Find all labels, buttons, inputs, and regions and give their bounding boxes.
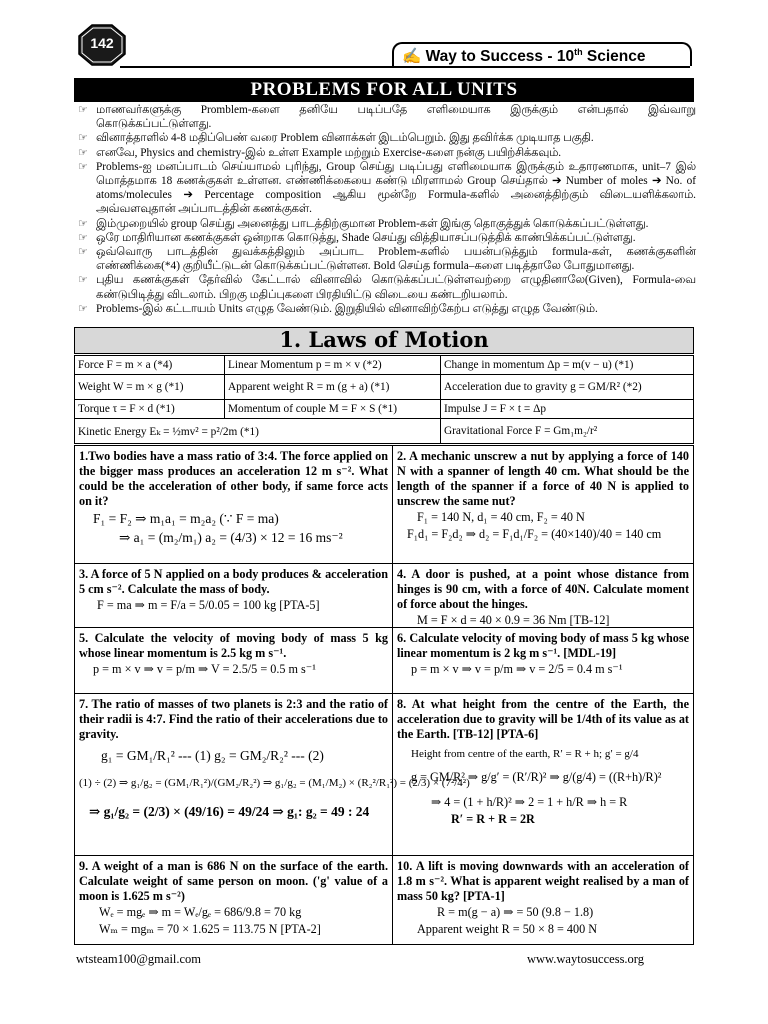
pointing-hand-icon: ☞ [78,104,88,116]
formula-cell: Weight W = m × g (*1) [75,375,225,400]
problem-question: 3. A force of 5 N applied on a body produces & acceleration 5 cm s⁻². Calculate the mass of body. [79,567,388,596]
instruction-item [76,273,696,301]
problem-question: 9. A weight of a man is 686 N on the surface of the earth. Calculate weight of same person on moon. ('g' value of a moon is 1.625 m s⁻²) [79,859,388,903]
problem-solution-line: g = GM/R² ⇒ g/g′ = (R′/R)² ⇒ g/(g/4) = ((R+h)/R)² [411,770,662,784]
instruction-item [76,302,696,316]
problem-solution-line: p = m × v ⇒ v = p/m ⇒ v = 2/5 = 0.4 m s⁻¹ [411,662,623,676]
formula-row [75,419,694,444]
problem-cell [75,694,470,856]
problem-solution-line: M = F × d = 40 × 0.9 = 36 Nm [TB-12] [417,613,610,627]
instruction-text: மாணவர்களுக்கு Promblem-களை தனியே படிப்பதே எளிமையாக இருக்கும் என்பதால் இவ்வாறு கொடுக்கப்பட்டுள்ளது. [96,104,696,131]
formula-cell: Momentum of couple M = F × S (*1) [225,400,441,419]
series-title-suffix: Science [582,48,646,66]
problem-question: 6. Calculate velocity of moving body of mass 5 kg whose linear momentum is 2 kg m s⁻¹. [MDL-19] [397,631,689,660]
series-title-text: ✍ Way to Success - 10 [402,48,575,66]
pointing-hand-icon: ☞ [78,246,88,259]
problem-question: 4. A door is pushed, at a point whose distance from hinges is 90 cm, with a force of 40N. Calculate moment of force about the hinges. [397,567,689,611]
formula-cell: Acceleration due to gravity g = GM/R² (*2) [441,375,694,400]
formula-row [75,375,694,400]
problem-cell [75,446,393,564]
problem-solution-line: Wₑ = mgₑ ⇒ m = Wₑ/gₑ = 686/9.8 = 70 kg [99,905,302,919]
formula-cell: Gravitational Force F = Gm₁m₂/r² [441,419,694,444]
problem-solution-line: ⇒ 4 = (1 + h/R)² ⇒ 2 = 1 + h/R ⇒ h = R [431,795,628,809]
problem-cell [75,856,393,944]
instruction-item [76,131,696,145]
problem-cell [393,564,693,628]
problem-cell [393,446,693,564]
footer-email[interactable]: wtsteam100@gmail.com [76,952,202,966]
formula-table [74,355,694,444]
problem-solution-line: F₁ = 140 N, d₁ = 40 cm, F₂ = 40 N [417,510,585,524]
instruction-item [76,245,696,273]
pointing-hand-icon: ☞ [78,132,88,145]
formula-cell: Linear Momentum p = m × v (*2) [225,356,441,375]
problem-cell [75,628,393,694]
problem-solution-line: F = ma ⇒ m = F/a = 5/0.05 = 100 kg [PTA-5] [97,598,320,612]
instruction-text: ஒரே மாதிரியான கணக்குகள் ஒன்றாக கொடுத்து, Shade செய்து வித்தியாசப்படுத்திக் காண்பிக்கப்பட்டுள்ளது. [96,231,636,244]
problem-solution-line: Wₘ = mgₘ = 70 × 1.625 = 113.75 N [PTA-2] [99,922,321,936]
instruction-item [76,146,696,160]
instruction-text: இம்முறையில் group செய்து அனைத்து பாடத்திற்குமான Problem-கள் இங்கு தொகுத்துக் கொடுக்கப்பட்டுள்ளது. [96,217,649,230]
problems-grid [74,445,694,945]
section-banner: PROBLEMS FOR ALL UNITS [74,78,694,102]
instruction-text: Problems-ஐ மனப்பாடம் செய்யாமல் புரிந்து, Group செய்து படிப்பது எளிமையாக இருக்கும் உதாரணமாக, unit–7 இல் மொத்தமாக 18 கணக்குகள் உள்ளன. எண்ணிக்கையை கண்டு மிரளாமல் Group செய்தால் ➔ Number of moles ➔ No. of atoms/molecules ➔ Percentage composition ஆகிய மூன்றே Formula-களில் அனைத்திற்கும் விடையளிக்கலாம். அவ்வளவுதான் அப்பாடத்தின் கணக்குகள். [96,160,696,216]
page-number: 142 [90,35,114,51]
problem-cell [75,564,393,628]
instruction-text: வினாத்தாளில் 4-8 மதிப்பெண் வரை Problem வினாக்கள் இடம்பெறும். இது தவிர்க்க முடியாத பகுதி. [96,132,594,145]
problem-question: 8. At what height from the centre of the Earth, the acceleration due to gravity will be 1/4th of its value as at the Earth. [TB-12] [PTA-6] [397,697,689,741]
problem-solution-line: p = m × v ⇒ v = p/m ⇒ V = 2.5/5 = 0.5 m s⁻¹ [93,662,316,676]
pointing-hand-icon: ☞ [78,146,88,159]
problem-cell [393,856,693,944]
formula-cell: Force F = m × a (*4) [75,356,225,375]
problem-solution-line: Apparent weight R = 50 × 8 = 400 N [417,922,598,936]
instruction-text: ஒவ்வொரு பாடத்தின் துவக்கத்திலும் அப்பாட Problem-களில் பயன்படுத்தும் formula-கள், கணக்குகளின் எண்ணிக்கை(*4) குறியீட்டுடன் கொடுக்கப்பட்டுள்ளன. Bold செய்த formula–களை படித்தாலே போதுமானது. [96,246,696,273]
formula-row [75,356,694,375]
problem-solution-line: (1) ÷ (2) ⇒ g₁/g₂ = (GM₁/R₁²)/(GM₂/R₂²) ⇒ g₁/g₂ = (M₁/M₂) × (R₂²/R₁²) = (2/3) × (7²/4²) [79,777,470,789]
pointing-hand-icon: ☞ [78,160,88,173]
formula-cell: Kinetic Energy Eₖ = ½mv² = p²/2m (*1) [75,419,441,444]
problem-solution-line: g₁ = GM₁/R₁² --- (1) g₂ = GM₂/R₂² --- (2) [101,748,324,763]
formula-cell: Change in momentum Δp = m(v − u) (*1) [441,356,694,375]
pointing-hand-icon: ☞ [78,302,88,315]
problem-solution-line: Height from centre of the earth, R′ = R + h; g′ = g/4 [411,748,639,760]
problem-solution-line: F₁d₁ = F₂d₂ ⇒ d₂ = F₁d₁/F₂ = (40×140)/40 = 140 cm [407,527,662,541]
problem-question: 10. A lift is moving downwards with an acceleration of 1.8 m s⁻². What is apparent weight realised by a man of mass 50 kg? [PTA-1] [397,859,689,903]
series-title [392,42,692,66]
instruction-item [76,160,696,217]
instruction-item [76,231,696,245]
formula-cell: Impulse J = F × t = Δp [441,400,694,419]
series-title-sup: th [574,47,583,57]
problem-solution-line: R = m(g − a) ⇒ = 50 (9.8 − 1.8) [437,905,594,919]
instruction-text: எனவே, Physics and chemistry-இல் உள்ள Example மற்றும் Exercise-களை நன்கு பயிற்சிக்கவும். [96,146,562,159]
instruction-text: புதிய கணக்குகள் தேர்வில் கேட்டால் வினாவில் கொடுக்கப்பட்டுள்ளவற்றை எழுதினாலே(Given), Formula-வை கண்டுபிடித்து விடலாம். பிறகு மதிப்புகளை பிரதியிட்டு விடையை கண்டறியலாம். [96,274,696,301]
instruction-item [76,217,696,231]
problem-question: 5. Calculate the velocity of moving body of mass 5 kg whose linear momentum is 2.5 kg m s⁻¹. [79,631,388,660]
header-rule [120,66,690,68]
problem-question: 2. A mechanic unscrew a nut by applying a force of 140 N with a spanner of length 40 cm. What should be the length of the spanner if a force of 40 N is applied to unscrew the same nut? [397,449,689,508]
problem-cell [393,694,693,856]
formula-row [75,400,694,419]
formula-cell: Apparent weight R = m (g + a) (*1) [225,375,441,400]
problem-question: 1.Two bodies have a mass ratio of 3:4. The force applied on the bigger mass produces an acceleration 12 m s⁻². What could be the acceleration of other body, if same force acts on it? [79,449,388,508]
instruction-item [76,103,696,131]
page-number-badge [78,24,126,66]
problem-solution-line: ⇒ a₁ = (m₂/m₁) a₂ = (4/3) × 12 = 16 ms⁻² [119,530,343,545]
pointing-hand-icon: ☞ [78,274,88,287]
problem-cell [393,628,693,694]
pointing-hand-icon: ☞ [78,231,88,244]
problem-question: 7. The ratio of masses of two planets is 2:3 and the ratio of their radii is 4:7. Find the ratio of their accelerations due to gravity. [79,697,388,741]
formula-cell: Torque τ = F × d (*1) [75,400,225,419]
footer-website[interactable]: www.waytosuccess.org [527,952,644,966]
problem-solution-line: ⇒ g₁/g₂ = (2/3) × (49/16) = 49/24 ⇒ g₁: g₂ = 49 : 24 [89,804,370,819]
unit-title: 1. Laws of Motion [74,327,694,354]
instructions-list [76,103,696,316]
problem-solution-line: F₁ = F₂ ⇒ m₁a₁ = m₂a₂ (∵ F = ma) [93,511,279,526]
instruction-text: Problems-இல் கட்டாயம் Units எழுத வேண்டும். இறுதியில் வினாவிற்கேற்ப எடுத்து எழுத வேண்டும். [96,302,598,315]
problem-solution-line: R′ = R + R = 2R [451,812,535,826]
pointing-hand-icon: ☞ [78,217,88,230]
